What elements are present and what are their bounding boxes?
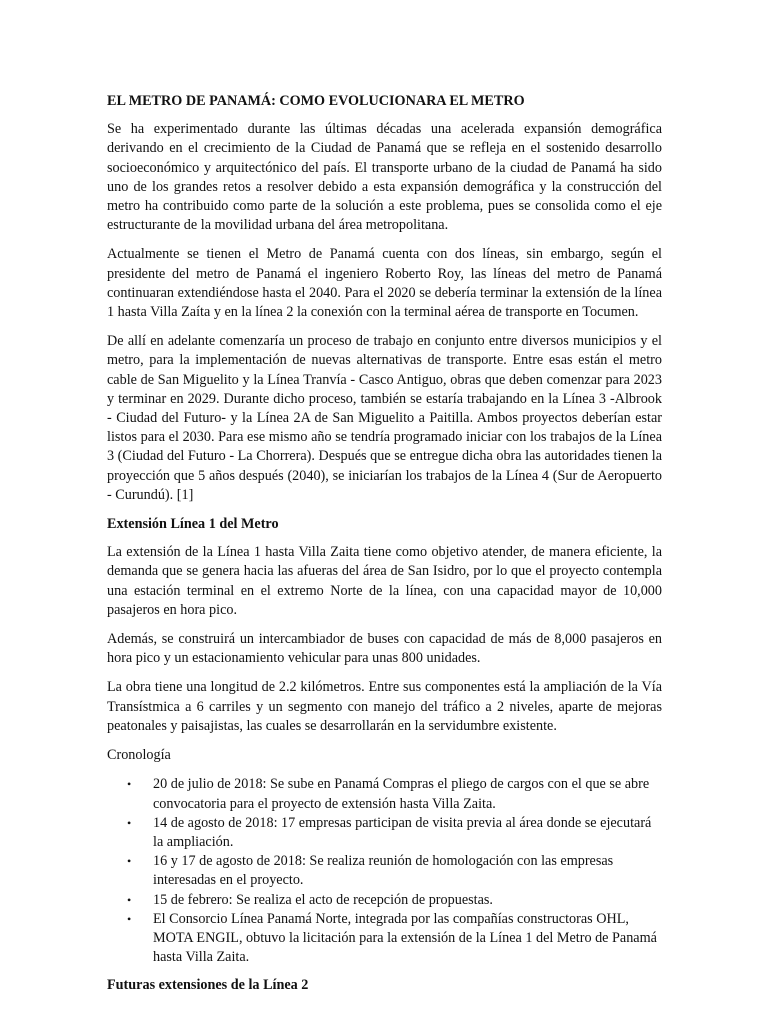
document-title: EL METRO DE PANAMÁ: COMO EVOLUCIONARA EL METRO (107, 93, 525, 109)
list-item (107, 910, 662, 968)
list-item (107, 852, 662, 890)
bullet-icon: • (127, 777, 132, 792)
intro-paragraph-1: Se ha experimentado durante las últimas décadas una acelerada expansión demográfica derivando en el crecimiento de la Ciudad de Panamá que se refleja en el sostenido desarrollo socioeconómico y arquitectónico del país. El transporte urbano de la ciudad de Panamá ha sido uno de los grandes retos a resolver debido a esta expansión demográfica y la construcción del metro ha contribuido como parte de la solución a este problema, pues se consolida como el eje estructurante de la movilidad urbana del área metropolitana. (107, 121, 662, 234)
section1-paragraph-2: Además, se construirá un intercambiador de buses con capacidad de más de 8,000 pasajeros en hora pico y un estacionamiento vehicular para unas 800 unidades. (107, 631, 662, 667)
document-page (107, 92, 662, 1005)
section-heading-extension-linea-1: Extensión Línea 1 del Metro (107, 516, 279, 533)
intro-paragraph-3: De allí en adelante comenzaría un proceso de trabajo en conjunto entre diversos municipios y el metro, para la implementación de nuevas alternativas de transporte. Entre esas están el metro cable de San Miguelito y la Línea Tranvía - Casco Antiguo, obras que deben comenzar para 2023 y terminar en 2029. Durante dicho proceso, también se estaría trabajando en la Línea 3 -Albrook - Ciudad del Futuro- y la Línea 2A de San Miguelito a Paitilla. Ambos proyectos deberían estar listos para el 2030. Para ese mismo año se tendría programado iniciar con los trabajos de la Línea 3 (Ciudad del Futuro - La Chorrera). Después que se entregue dicha obra las autoridades tienen la proyección que 5 años después (2040), se iniciarían los trabajos de la Línea 4 (Sur de Aeropuerto - Curundú). [1] (107, 333, 662, 503)
list-item-text: 16 y 17 de agosto de 2018: Se realiza reunión de homologación con las empresas interesadas en el proyecto. (153, 853, 614, 889)
bullet-icon: • (127, 892, 132, 907)
cronologia-list (107, 775, 662, 967)
list-item (107, 814, 662, 852)
section1-paragraph-1: La extensión de la Línea 1 hasta Villa Zaita tiene como objetivo atender, de manera eficiente, la demanda que se genera hacia las afueras del área de San Isidro, por lo que el proyecto contempla una estación terminal en el extremo Norte de la línea, con una capacidad mayor de 10,000 pasajeros en hora pico. (107, 544, 662, 618)
list-item-text: 20 de julio de 2018: Se sube en Panamá Compras el pliego de cargos con el que se abre convocatoria para el proyecto de extensión hasta Villa Zaita. (153, 776, 650, 812)
bullet-icon: • (127, 815, 132, 830)
list-item-text: 14 de agosto de 2018: 17 empresas participan de visita previa al área donde se ejecutará la ampliación. (153, 814, 652, 850)
bullet-icon: • (127, 854, 132, 869)
cronologia-label: Cronología (107, 747, 171, 764)
list-item-text: 15 de febrero: Se realiza el acto de recepción de propuestas. (153, 891, 493, 908)
intro-paragraph-2: Actualmente se tienen el Metro de Panamá cuenta con dos líneas, sin embargo, según el presidente del metro de Panamá el ingeniero Roberto Roy, las líneas del metro de Panamá continuaran extendiéndose hasta el 2040. Para el 2020 se debería terminar la extensión de la línea 1 hasta Villa Zaíta y en la línea 2 la conexión con la terminal aérea de transporte en Tocumen. (107, 246, 662, 321)
section-heading-futuras-extensiones-linea-2: Futuras extensiones de la Línea 2 (107, 977, 309, 994)
list-item (107, 891, 662, 910)
section1-paragraph-3: La obra tiene una longitud de 2.2 kilómetros. Entre sus componentes está la ampliación de la Vía Transístmica a 6 carriles y un segmento con manejo del tráfico a 2 niveles, aparte de mejoras peatonales y paisajistas, las cuales se desarrollarán en la servidumbre existente. (107, 679, 662, 734)
bullet-icon: • (127, 911, 132, 926)
list-item (107, 775, 662, 813)
list-item-text: El Consorcio Línea Panamá Norte, integrada por las compañías constructoras OHL, MOTA ENGIL, obtuvo la licitación para la extensión de la Línea 1 del Metro de Panamá hasta Villa Zaita. (153, 910, 657, 966)
